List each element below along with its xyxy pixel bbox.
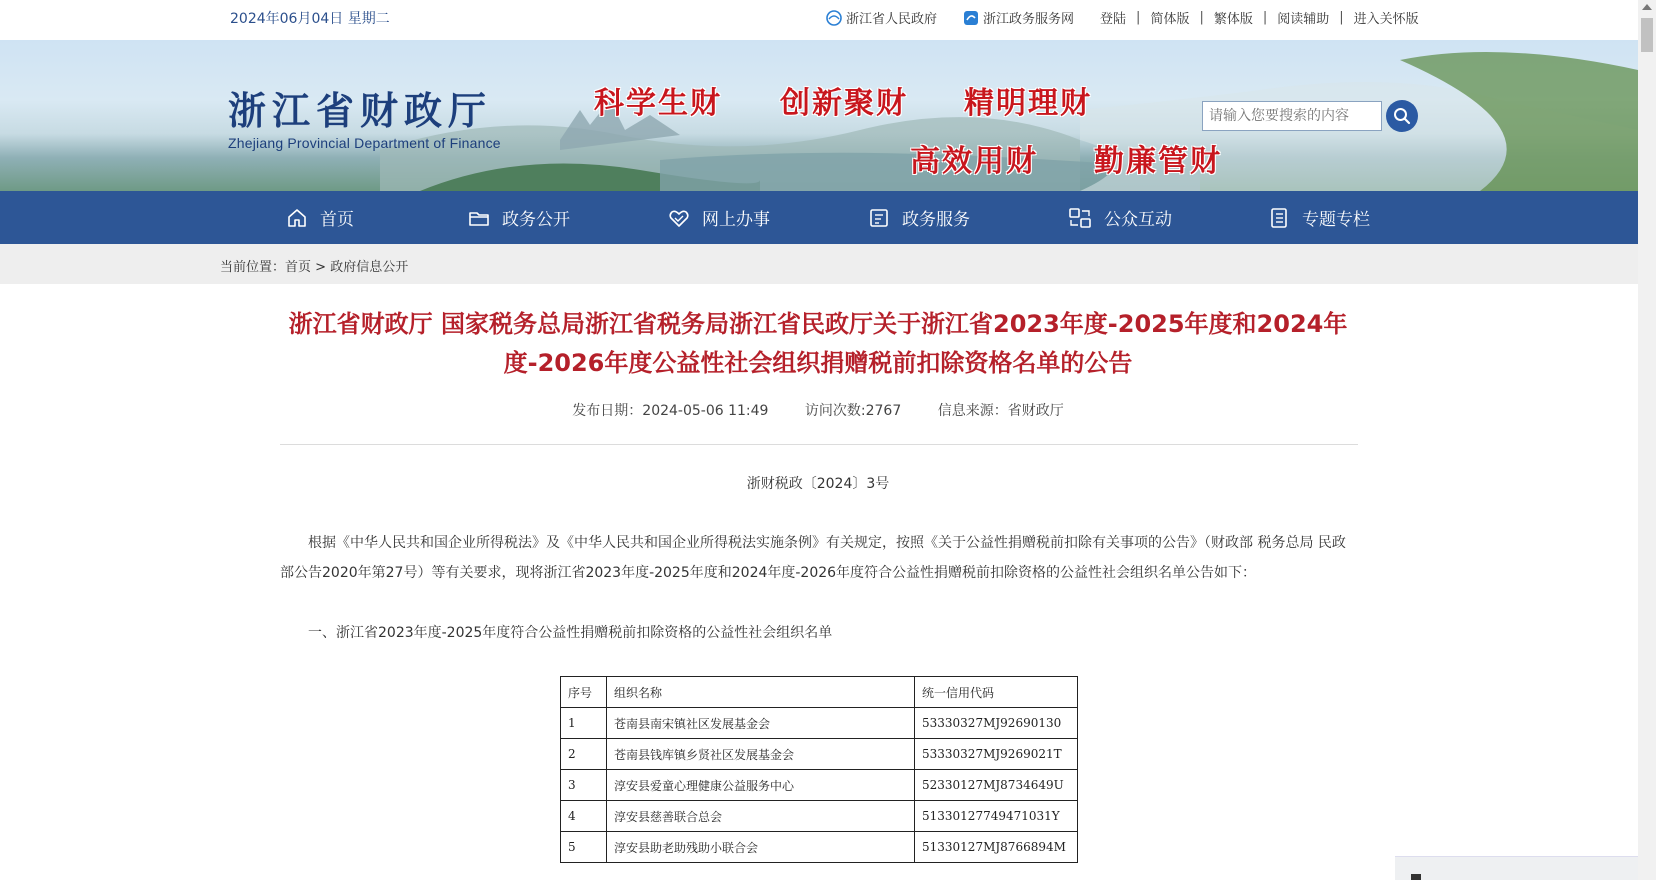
nav-online-services[interactable] bbox=[668, 191, 770, 244]
link-zj-service-label: 浙江政务服务网 bbox=[983, 12, 1075, 27]
login-link[interactable]: 登陆 bbox=[1100, 12, 1127, 27]
column-header: 序号 bbox=[561, 677, 607, 708]
top-links bbox=[826, 8, 1419, 27]
nav-special-topics[interactable] bbox=[1268, 191, 1370, 244]
table-cell: 53330327MJ92690130 bbox=[915, 708, 1078, 739]
info-source: 信息来源：省财政厅 bbox=[937, 403, 1064, 419]
table-cell: 4 bbox=[561, 801, 607, 832]
toolbar-handle-icon bbox=[1411, 874, 1421, 880]
link-zj-service[interactable] bbox=[963, 8, 1074, 27]
table-cell: 苍南县南宋镇社区发展基金会 bbox=[607, 708, 915, 739]
table-cell: 2 bbox=[561, 739, 607, 770]
column-header: 组织名称 bbox=[607, 677, 915, 708]
service-icon bbox=[868, 207, 890, 229]
breadcrumb-home[interactable]: 首页 bbox=[285, 260, 312, 275]
search-box bbox=[1202, 100, 1418, 132]
top-bar bbox=[0, 0, 1638, 38]
table-row bbox=[561, 770, 1078, 801]
slogan: 精明理财 bbox=[964, 86, 1092, 121]
reading-aid-link[interactable]: 阅读辅助 bbox=[1277, 12, 1330, 27]
search-input[interactable] bbox=[1202, 101, 1382, 131]
table-header-row bbox=[561, 677, 1078, 708]
table-cell: 51330127749471031Y bbox=[915, 801, 1078, 832]
nav-home[interactable] bbox=[286, 191, 354, 244]
organization-table bbox=[560, 676, 1078, 863]
table-cell: 52330127MJ8734649U bbox=[915, 770, 1078, 801]
link-zj-gov[interactable] bbox=[826, 8, 937, 27]
publish-date: 发布日期：2024-05-06 11:49 bbox=[572, 403, 769, 419]
table-row bbox=[561, 708, 1078, 739]
article-paragraph: 根据《中华人民共和国企业所得税法》及《中华人民共和国企业所得税法实施条例》有关规定，按照《关于公益性捐赠税前扣除有关事项的公告》（财政部 税务总局 民政部公告2020年第27号）等有关要求，现将浙江省2023年度-2025年度和2024年度-2026年度符合公益性捐赠税前扣除资格的公益性社会组织名单公告如下： bbox=[280, 535, 1346, 581]
search-icon bbox=[1393, 107, 1411, 125]
list-icon bbox=[1268, 207, 1290, 229]
table-cell: 5 bbox=[561, 832, 607, 863]
home-icon bbox=[286, 207, 308, 229]
slogan: 科学生财 bbox=[594, 86, 722, 121]
breadcrumb-bar bbox=[0, 244, 1638, 284]
slogan: 创新聚财 bbox=[780, 86, 908, 121]
divider bbox=[280, 444, 1358, 445]
slogan: 高效用财 bbox=[910, 144, 1038, 179]
separator: | bbox=[1136, 10, 1141, 25]
table-row bbox=[561, 832, 1078, 863]
nav-gov-service[interactable] bbox=[868, 191, 970, 244]
separator: | bbox=[1199, 10, 1204, 25]
scroll-up-icon[interactable] bbox=[1642, 4, 1652, 10]
link-zj-gov-label: 浙江省人民政府 bbox=[846, 12, 938, 27]
table-row bbox=[561, 801, 1078, 832]
logo-title: 浙江省财政厅 bbox=[228, 88, 493, 133]
interaction-icon bbox=[1068, 207, 1092, 229]
table-cell: 51330127MJ8766894M bbox=[915, 832, 1078, 863]
care-mode-link[interactable]: 进入关怀版 bbox=[1353, 12, 1419, 27]
article-title: 浙江省财政厅 国家税务总局浙江省税务局浙江省民政厅关于浙江省2023年度-2025年度和2024年度-2026年度公益性社会组织捐赠税前扣除资格名单的公告 bbox=[288, 310, 1348, 377]
nav-public-interaction[interactable] bbox=[1068, 191, 1172, 244]
column-header: 统一信用代码 bbox=[915, 677, 1078, 708]
table-cell: 53330327MJ9269021T bbox=[915, 739, 1078, 770]
document-number: 浙财税政〔2024〕3号 bbox=[746, 476, 890, 492]
current-date: 2024年06月04日 星期二 bbox=[230, 11, 390, 27]
section-heading: 一、浙江省2023年度-2025年度符合公益性捐赠税前扣除资格的公益性社会组织名单 bbox=[308, 625, 833, 641]
simplified-link[interactable]: 简体版 bbox=[1150, 12, 1190, 27]
table-cell: 淳安县慈善联合总会 bbox=[607, 801, 915, 832]
handshake-icon bbox=[668, 207, 690, 229]
breadcrumb bbox=[220, 256, 408, 275]
folder-icon bbox=[468, 207, 490, 229]
table-cell: 3 bbox=[561, 770, 607, 801]
table-row bbox=[561, 739, 1078, 770]
nav-home-label: 首页 bbox=[320, 210, 354, 230]
header-banner bbox=[0, 40, 1638, 191]
floating-toolbar[interactable] bbox=[1395, 856, 1638, 880]
separator: | bbox=[1339, 10, 1344, 25]
scrollbar-thumb[interactable] bbox=[1641, 18, 1653, 52]
separator: | bbox=[1262, 10, 1268, 25]
table-cell: 淳安县爱童心理健康公益服务中心 bbox=[607, 770, 915, 801]
logo-subtitle: Zhejiang Provincial Department of Finance bbox=[228, 135, 501, 151]
table-cell: 1 bbox=[561, 708, 607, 739]
table-cell: 苍南县钱库镇乡贤社区发展基金会 bbox=[607, 739, 915, 770]
vertical-scrollbar[interactable] bbox=[1638, 0, 1656, 880]
breadcrumb-prefix: 当前位置： bbox=[220, 260, 286, 275]
slogan: 勤廉管财 bbox=[1094, 144, 1222, 179]
site-logo[interactable] bbox=[228, 80, 501, 151]
traditional-link[interactable]: 繁体版 bbox=[1213, 12, 1253, 27]
search-button[interactable] bbox=[1386, 100, 1418, 132]
breadcrumb-current[interactable]: 政府信息公开 bbox=[330, 260, 409, 275]
nav-gov-service-label: 政务服务 bbox=[902, 210, 970, 230]
nav-special-topics-label: 专题专栏 bbox=[1302, 210, 1370, 230]
zj-service-icon bbox=[963, 10, 979, 26]
zj-gov-icon bbox=[826, 10, 842, 26]
nav-gov-affairs[interactable] bbox=[468, 191, 570, 244]
visit-count: 访问次数:2767 bbox=[804, 403, 902, 419]
breadcrumb-separator: > bbox=[315, 260, 327, 275]
nav-public-interaction-label: 公众互动 bbox=[1104, 210, 1172, 230]
article-meta bbox=[276, 400, 1360, 420]
nav-online-services-label: 网上办事 bbox=[702, 210, 770, 230]
main-nav bbox=[0, 191, 1638, 244]
nav-gov-affairs-label: 政务公开 bbox=[502, 210, 570, 230]
table-cell: 淳安县助老助残助小联合会 bbox=[607, 832, 915, 863]
utility-links bbox=[1100, 8, 1419, 27]
